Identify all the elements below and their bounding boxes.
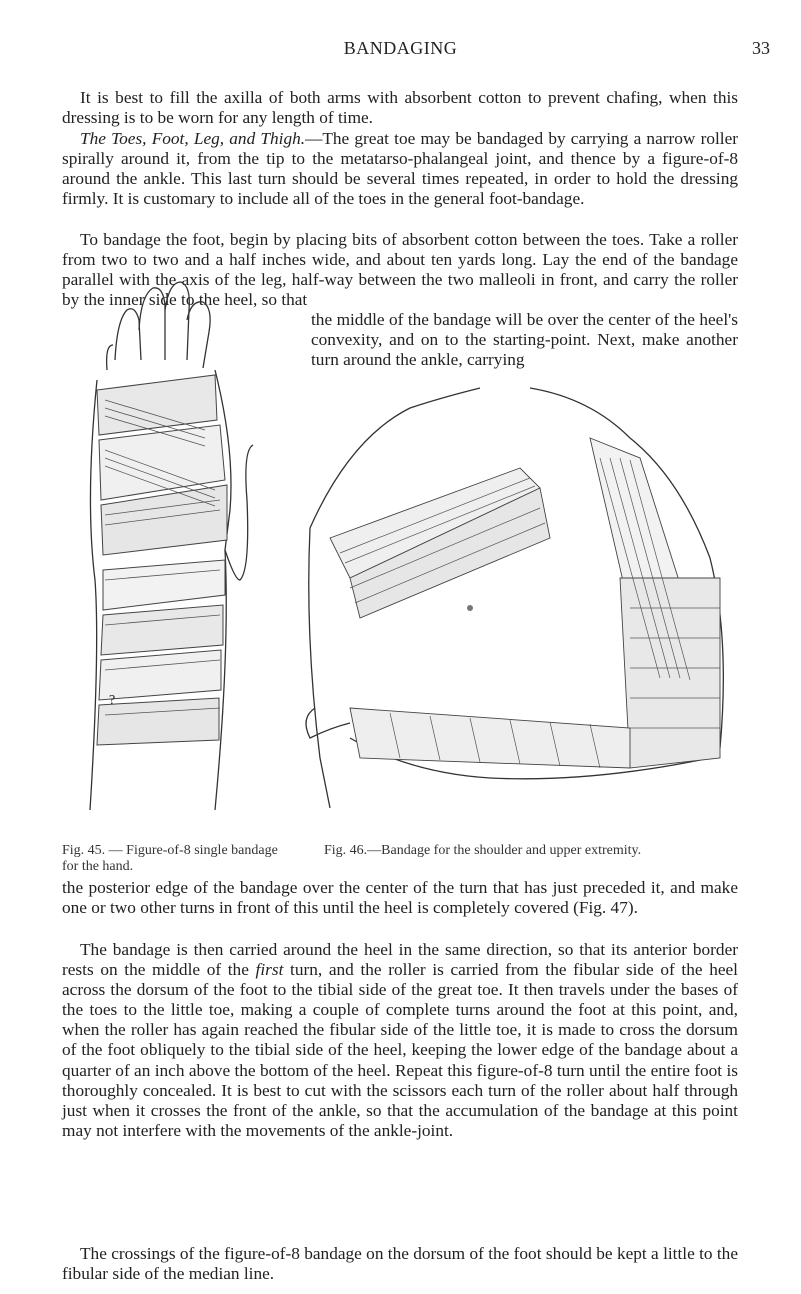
- figure-46-caption: Fig. 46.—Bandage for the shoulder and upper extremity.: [324, 843, 642, 858]
- svg-text:?: ?: [109, 693, 116, 708]
- emphasis-first: first: [255, 960, 284, 980]
- paragraph-foot-continued: the posterior edge of the bandage over the center of the turn that has just preceded it, and make one or two other turns in front of this until the heel is completely covered (Fig. 47).: [62, 878, 738, 918]
- paragraph-heel-b: turn, and the roller is carried from the fibular side of the heel across the dorsum of the foot to the tibial side of the great toe. It then travels under the bases of the toes to the little toe, making a couple of complete turns around the foot at this point, and, when the roller has again reached the fibular side of the little toe, it is made to cross the dorsum of the foot obliquely to the tibial side of the heel, keeping the lower edge of the bandage about a quarter of an inch above the bottom of the heel. Repeat this figure-of-8 turn until the entire foot is thoroughly concealed. It is best to cut with the scissors each turn of the roller about half through just when it crosses the front of the ankle, so that the accumulation of the bandage at this point may not interfere with the movements of the ankle-joint.: [62, 960, 738, 1140]
- paragraph-crossings: The crossings of the figure-of-8 bandage on the dorsum of the foot should be kept a little to the fibular side of the median line.: [62, 1244, 738, 1284]
- finger-outline: [115, 309, 141, 360]
- nipple-mark: [467, 605, 473, 611]
- paragraph-heel: [62, 940, 738, 1141]
- paragraph-heel-a: The bandage is then carried around the heel in the same direction, so that its anterior border rests on the middle of the: [62, 940, 738, 980]
- paragraph-foot-start: To bandage the foot, begin by placing bits of absorbent cotton between the toes. Take a roller from two to two and a half inches wide, and about ten yards long. Lay the end of the bandage parallel with the axis of the leg, half-way between the two malleoli in front, and carry the roller by the inner side to the heel, so that: [62, 230, 738, 310]
- paragraph-foot-right-column: the middle of the bandage will be over the center of the heel's convexity, and on to the starting-point. Next, make another turn around the ankle, carrying: [311, 310, 738, 370]
- paragraph-toes-body: —The great toe may be bandaged by carrying a narrow roller spirally around it, from the tip to the metatarso-phalangeal joint, and thence by a figure-of-8 around the ankle. This last turn should be several times repeated, in order to hold the dressing firmly. It is customary to include all of the toes in the general foot-bandage.: [62, 129, 738, 209]
- paragraph-axilla: It is best to fill the axilla of both arms with absorbent cotton to prevent chafing, when this dressing is to be worn for any length of time.: [62, 88, 738, 128]
- page-number: 33: [752, 38, 770, 58]
- shoulder-bandage-figure: [290, 378, 740, 818]
- running-header-title: BANDAGING: [343, 38, 458, 58]
- section-heading: The Toes, Foot, Leg, and Thigh.: [80, 129, 306, 148]
- paragraph-toes: [62, 129, 738, 209]
- hand-bandage-figure: [75, 250, 255, 828]
- figure-45-caption: Fig. 45. — Figure-of-8 single bandage for the hand.: [62, 843, 278, 874]
